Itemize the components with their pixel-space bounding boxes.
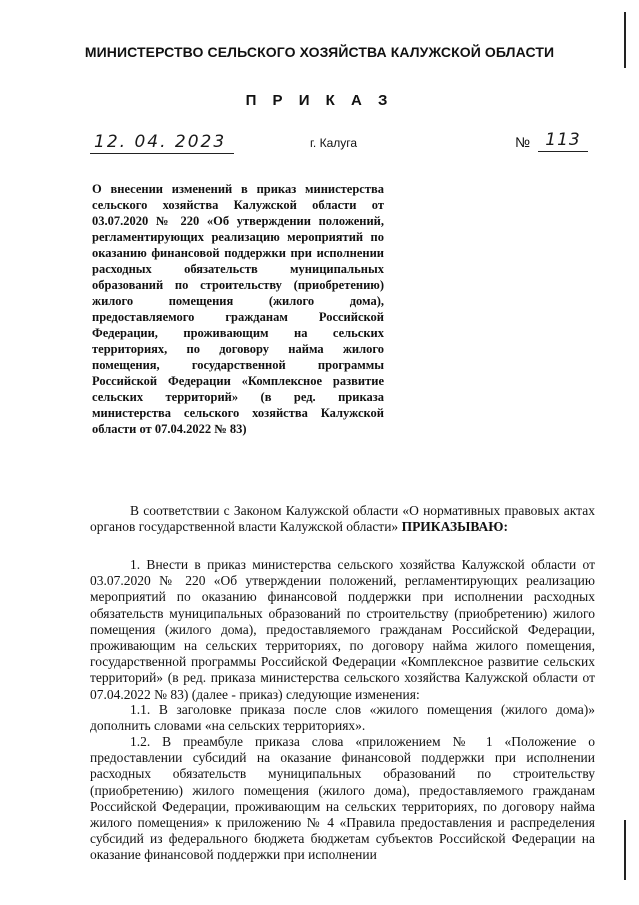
order-subject: О внесении изменений в приказ министерства сельского хозяйства Калужской области от 03.07.2020 № 220 «Об утверждении положений, регламентирующих реализацию мероприятий по оказанию финансовой поддержки при исполнении расходных обязательств муниципальных образований по строительству (приобретению) жилого помещения (жилого дома), предоставляемого гражданам Российской Федерации, проживающим на сельских территориях, по договору найма жилого помещения, государственной программы Российской Федерации «Комплексное развитие сельских территорий» (в ред. приказа министерства сельского хозяйства Калужской области от 07.04.2022 № 83) [92, 182, 384, 436]
preamble-text: В соответствии с Законом Калужской области «О нормативных правовых актах органов государственной власти Калужской области» [90, 503, 595, 535]
scan-edge-mark [624, 12, 626, 68]
city-label: г. Калуга [310, 136, 358, 150]
ministry-name: МИНИСТЕРСТВО СЕЛЬСКОГО ХОЗЯЙСТВА КАЛУЖСКОЙ ОБЛАСТИ [84, 44, 555, 60]
order-number-label: № [515, 134, 531, 150]
order-number-handwritten: 113 [538, 129, 588, 152]
item-1-1-paragraph: 1.1. В заголовке приказа после слов «жилого помещения (жилого дома)» дополнить словами «на сельских территориях». [90, 702, 595, 734]
preamble-paragraph [90, 503, 595, 535]
order-date-handwritten: 12. 04. 2023 [90, 131, 234, 154]
scan-edge-mark [624, 820, 626, 880]
item-1-2-paragraph: 1.2. В преамбуле приказа слова «приложением № 1 «Положение о предоставлении субсидий на оказание финансовой поддержки при исполнении расходных обязательств муниципальных образований по строительству (приобретению) жилого помещения (жилого дома), предоставляемого гражданам Российской Федерации, проживающим на сельских территориях, по договору найма жилого помещения» к приложению № 4 «Правила предоставления и распределения субсидий из федерального бюджета бюджетам субъектов Российской Федерации на оказание финансовой поддержки при исполнении [90, 734, 595, 863]
order-directive: ПРИКАЗЫВАЮ: [401, 519, 508, 535]
document-type-title: П Р И К А З [245, 92, 394, 109]
item-1-paragraph: 1. Внести в приказ министерства сельского хозяйства Калужской области от 03.07.2020 № 220 «Об утверждении положений, регламентирующих реализацию мероприятий по оказанию финансовой поддержки при исполнении расходных обязательств муниципальных образований по строительству (приобретению) жилого помещения (жилого дома), предоставляемого гражданам Российской Федерации, проживающим на сельских территориях, по договору найма жилого помещения, государственной программы Российской Федерации «Комплексное развитие сельских территорий» (в ред. приказа министерства сельского хозяйства Калужской области от 07.04.2022 № 83) (далее - приказ) следующие изменения: [90, 557, 595, 702]
